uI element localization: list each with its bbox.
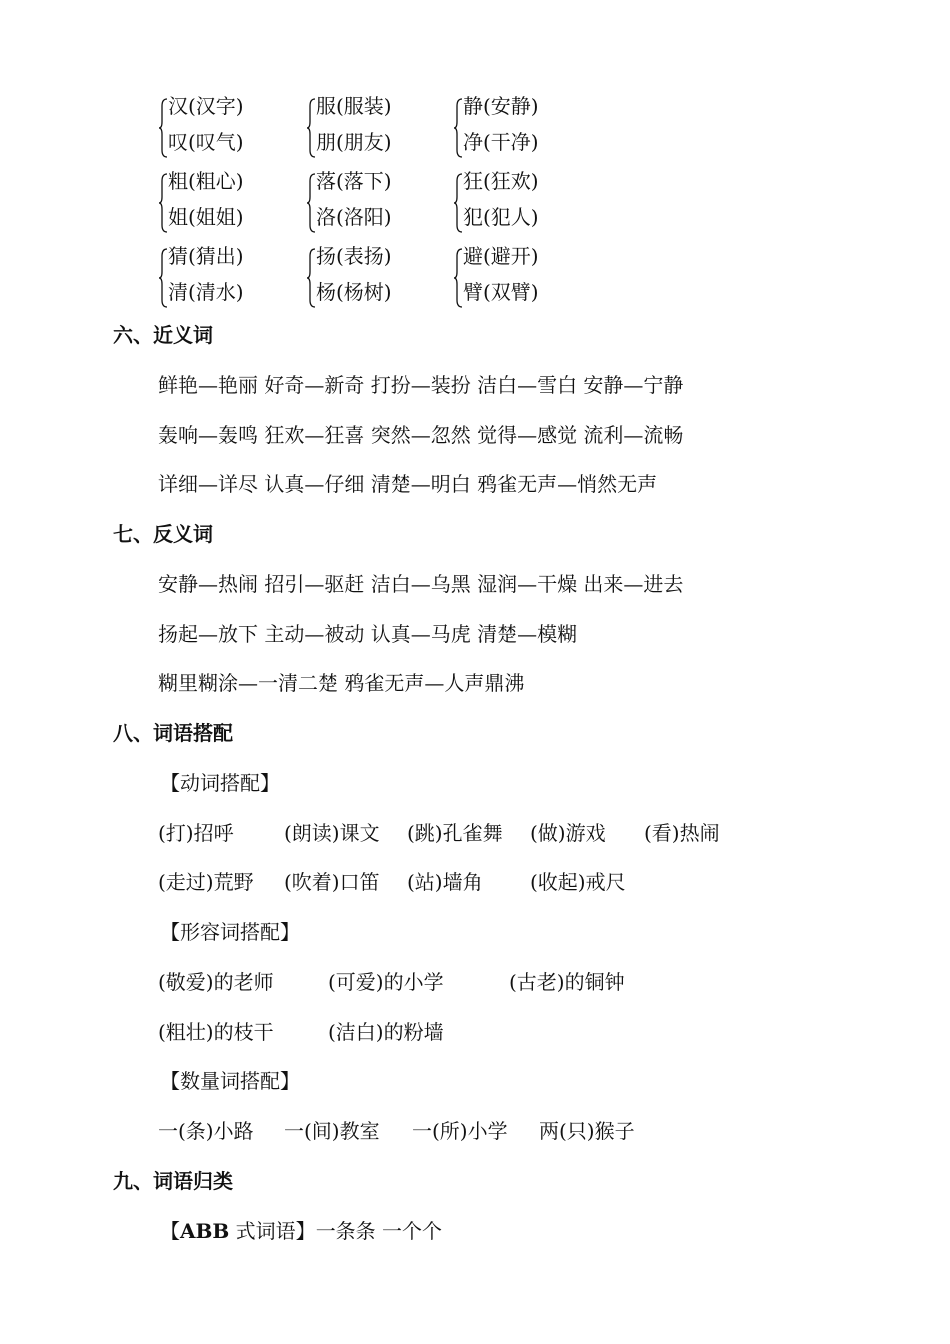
bracket-word-bottom: 清(清水) <box>168 280 244 304</box>
antonym-line: 糊里糊涂—一清二楚 鸦雀无声—人声鼎沸 <box>158 671 525 695</box>
collocation-item: (朗读)课文 <box>284 821 380 845</box>
abb-words: 一条条 一个个 <box>315 1219 443 1243</box>
bracket-pair <box>453 244 593 314</box>
collocation-item: (古老)的铜钟 <box>509 970 625 994</box>
brace-icon <box>453 248 463 308</box>
bracket-pair <box>453 94 593 164</box>
brace-icon <box>158 173 168 233</box>
bracket-pair <box>158 244 298 314</box>
bracket-word-top: 粗(粗心) <box>168 169 244 193</box>
bracket-row-1 <box>158 94 858 164</box>
abb-label: ABB <box>180 1219 230 1243</box>
antonym-line: 安静—热闹 招引—驱赶 洁白—乌黑 湿润—干燥 出来—进去 <box>158 572 684 596</box>
bracket-pair <box>453 169 593 239</box>
synonym-line: 鲜艳—艳丽 好奇—新奇 打扮—装扮 洁白—雪白 安静—宁静 <box>158 373 684 397</box>
bracket-word-bottom: 姐(姐姐) <box>168 205 244 229</box>
brace-icon <box>306 98 316 158</box>
bracket-row-2 <box>158 169 858 239</box>
synonym-line: 轰响—轰鸣 狂欢—狂喜 突然—忽然 觉得—感觉 流利—流畅 <box>158 423 684 447</box>
abb-words-line <box>160 1218 442 1244</box>
section-heading-synonyms: 六、近义词 <box>113 323 213 347</box>
collocation-item: (可爱)的小学 <box>328 970 444 994</box>
bracket-word-top: 静(安静) <box>463 94 539 118</box>
brace-icon <box>306 248 316 308</box>
bracket-word-bottom: 犯(犯人) <box>463 205 539 229</box>
bracket-word-bottom: 臂(双臂) <box>463 280 539 304</box>
bracket-word-bottom: 叹(叹气) <box>168 130 244 154</box>
bracket-word-bottom: 洛(洛阳) <box>316 205 392 229</box>
bracket-row-3 <box>158 244 858 314</box>
collocation-item: 一(条)小路 <box>158 1119 254 1143</box>
collocation-item: (粗壮)的枝干 <box>158 1020 274 1044</box>
brace-icon <box>453 98 463 158</box>
brace-icon <box>453 173 463 233</box>
bracket-word-top: 落(落下) <box>316 169 392 193</box>
collocation-item: (敬爱)的老师 <box>158 970 274 994</box>
collocation-item: (打)招呼 <box>158 821 234 845</box>
section-heading-classification: 九、词语归类 <box>113 1169 233 1193</box>
bracket-word-top: 服(服装) <box>316 94 392 118</box>
abb-label-rest: 式词语】 <box>229 1219 316 1243</box>
collocation-item: (跳)孔雀舞 <box>407 821 503 845</box>
collocation-item: (走过)荒野 <box>158 870 254 894</box>
bracket-word-top: 汉(汉字) <box>168 94 244 118</box>
bracket-pair <box>306 94 446 164</box>
collocation-item: (收起)戒尺 <box>530 870 626 894</box>
bracket-word-top: 猜(猜出) <box>168 244 244 268</box>
collocation-item: 两(只)猴子 <box>539 1119 635 1143</box>
brace-icon <box>158 98 168 158</box>
bracket-word-top: 扬(表扬) <box>316 244 392 268</box>
bracket-pair <box>158 94 298 164</box>
collocation-item: (吹着)口笛 <box>284 870 380 894</box>
collocation-item: 一(间)教室 <box>284 1119 380 1143</box>
bracket-word-bottom: 朋(朋友) <box>316 130 392 154</box>
bracket-pair <box>158 169 298 239</box>
section-heading-antonyms: 七、反义词 <box>113 522 213 546</box>
brace-icon <box>158 248 168 308</box>
bracket-word-top: 狂(狂欢) <box>463 169 539 193</box>
subheading-adjective: 【形容词搭配】 <box>160 920 300 944</box>
bracket-word-bottom: 净(干净) <box>463 130 539 154</box>
bracket-word-top: 避(避开) <box>463 244 539 268</box>
collocation-item: (做)游戏 <box>530 821 606 845</box>
bracket-pair <box>306 169 446 239</box>
abb-open-bracket: 【 <box>160 1219 180 1243</box>
brace-icon <box>306 173 316 233</box>
bracket-pair <box>306 244 446 314</box>
synonym-line: 详细—详尽 认真—仔细 清楚—明白 鸦雀无声—悄然无声 <box>158 472 658 496</box>
collocation-item: (洁白)的粉墙 <box>328 1020 444 1044</box>
subheading-verb: 【动词搭配】 <box>160 771 280 795</box>
section-heading-collocations: 八、词语搭配 <box>113 721 233 745</box>
collocation-item: 一(所)小学 <box>412 1119 508 1143</box>
collocation-item: (站)墙角 <box>407 870 483 894</box>
collocation-item: (看)热闹 <box>644 821 720 845</box>
subheading-numeral: 【数量词搭配】 <box>160 1069 300 1093</box>
antonym-line: 扬起—放下 主动—被动 认真—马虎 清楚—模糊 <box>158 622 578 646</box>
bracket-word-bottom: 杨(杨树) <box>316 280 392 304</box>
